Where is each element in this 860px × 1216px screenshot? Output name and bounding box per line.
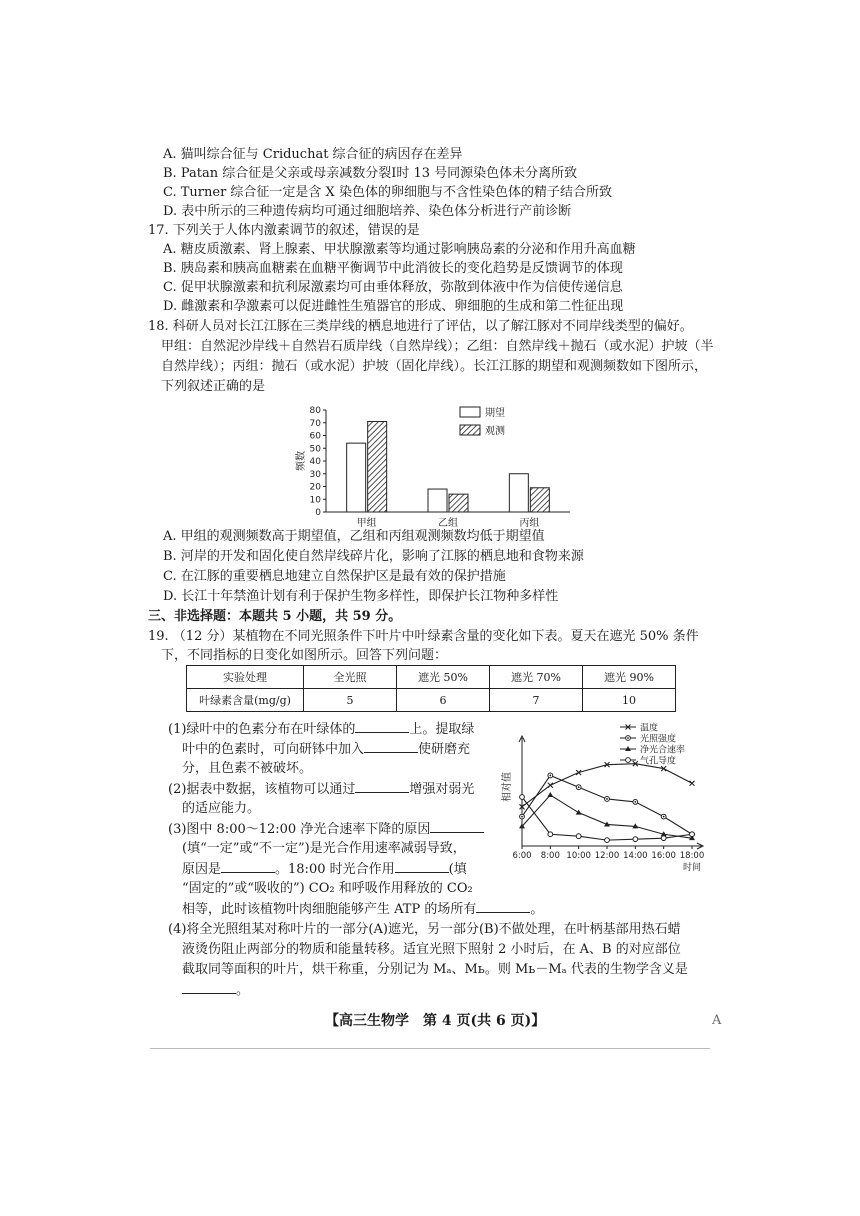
answer-blank — [221, 860, 275, 873]
data-point — [661, 836, 666, 841]
daily-change-line-chart — [500, 718, 720, 890]
table-header-cell: 遮光 50% — [397, 666, 490, 689]
q19-part4-line2: 液烫伤阻止两部分的物质和能量转移。适宜光照下照射 2 小时后，在 A、B 的对应部位 — [182, 942, 681, 957]
data-point — [605, 838, 610, 843]
bar — [449, 494, 468, 512]
q17-option-b: B. 胰岛素和胰高血糖素在血糖平衡调节中此消彼长的变化趋势是反馈调节的体现 — [163, 261, 623, 276]
x-tick-label: 6:00 — [512, 851, 532, 861]
q19-part2-line2: 的适应能力。 — [182, 801, 261, 816]
q16-option-c: C. Turner 综合征一定是含 X 染色体的卵细胞与不含性染色体的精子结合所致 — [163, 185, 612, 200]
bar — [530, 488, 549, 512]
section-heading: 三、非选择题：本题共 5 小题，共 59 分。 — [148, 609, 402, 624]
y-tick-label: 50 — [309, 444, 321, 455]
q19-part3-line1: (3)图中 8:00～12:00 净光合速率下降的原因 — [168, 820, 484, 839]
q17-option-d: D. 雌激素和孕激素可以促进雌性生殖器官的形成、卵细胞的生成和第二性征出现 — [163, 299, 624, 314]
x-tick-label: 乙组 — [438, 518, 458, 529]
y-tick-label: 60 — [309, 431, 321, 442]
q16-option-b: B. Patan 综合征是父亲或母亲减数分裂Ⅰ时 13 号同源染色体未分离所致 — [163, 166, 578, 181]
q18-stem-3: 自然岸线）；丙组：抛石（或水泥）护坡（固化岸线）。长江江豚的期望和观测频数如下图所示， — [161, 359, 708, 374]
data-point — [576, 810, 582, 815]
y-tick-label: 30 — [309, 469, 321, 480]
data-point-center — [606, 798, 608, 800]
data-point-center — [549, 775, 551, 777]
answer-blank — [364, 740, 418, 753]
q18-stem-2: 甲组：自然泥沙岸线＋自然岩石质岸线（自然岸线）；乙组：自然岸线＋抛石（或水泥）护坡（半 — [161, 339, 714, 354]
answer-blank — [182, 981, 236, 994]
data-point — [690, 781, 695, 786]
data-point — [633, 837, 638, 842]
q19-part3-line3: 原因是 。18:00 时光合作用 (填 — [182, 862, 467, 877]
y-tick-label: 80 — [309, 406, 321, 416]
bar — [509, 474, 528, 512]
q19-part3-line5: 相等，此时该植物叶肉细胞能够产生 ATP 的场所有 。 — [182, 902, 544, 917]
legend-swatch — [460, 407, 480, 417]
q19-part3-line2: (填“一定”或“不一定”)是光合作用速率减弱导致， — [182, 841, 466, 856]
table-header-cell: 遮光 70% — [490, 666, 583, 689]
q19-stem-1: 19. （12 分）某植物在不同光照条件下叶片中叶绿素含量的变化如下表。夏天在遮光 50% 条件 — [148, 629, 699, 644]
page-footer: 【高三生物学 第 4 页(共 6 页)】 — [325, 1013, 546, 1029]
answer-blank — [355, 720, 409, 733]
q18-stem-4: 下列叙述正确的是 — [161, 379, 266, 394]
legend-label: 温度 — [640, 723, 659, 734]
answer-blank — [476, 900, 530, 913]
q16-option-a: A. 猫叫综合征与 Criduchat 综合征的病因存在差异 — [163, 147, 463, 162]
q19-stem-2: 下，不同指标的日变化如图所示。回答下列问题： — [161, 648, 448, 663]
data-point — [576, 834, 581, 839]
legend-label: 光照强度 — [640, 734, 677, 745]
q18-option-b: B. 河岸的开发和固化使自然岸线碎片化，影响了江豚的栖息地和食物来源 — [163, 549, 584, 564]
table-header-row — [187, 666, 676, 689]
q19-part1-line1: (1)绿叶中的色素分布在叶绿体的 上。提取绿 — [168, 722, 475, 737]
y-axis-label: 相对值 — [502, 772, 513, 802]
legend-label: 气孔导度 — [640, 756, 677, 767]
x-tick-label: 14:00 — [623, 851, 648, 861]
y-axis-label: 频数 — [296, 451, 307, 471]
y-tick-label: 10 — [309, 495, 321, 506]
x-tick-label: 16:00 — [651, 851, 676, 861]
x-tick-label: 丙组 — [519, 518, 540, 529]
table-row-label: 叶绿素含量(mg/g) — [187, 689, 304, 712]
x-tick-label: 甲组 — [356, 518, 377, 529]
table-cell: 6 — [397, 689, 490, 712]
legend-swatch — [460, 425, 480, 435]
q19-part1-line2: 叶中的色素时，可向研钵中加入 使研磨充 — [182, 742, 471, 757]
x-tick-label: 8:00 — [540, 851, 560, 861]
answer-blank — [395, 860, 449, 873]
bar — [368, 421, 387, 512]
q17-stem: 17. 下列关于人体内激素调节的叙述，错误的是 — [148, 223, 420, 238]
bar — [347, 443, 366, 512]
answer-blank — [355, 780, 409, 793]
q16-option-d: D. 表中所示的三种遗传病均可通过细胞培养、染色体分析进行产前诊断 — [163, 204, 572, 219]
data-point-center — [521, 816, 523, 818]
x-tick-label: 18:00 — [679, 851, 705, 861]
x-tick-label: 12:00 — [594, 851, 620, 861]
q18-option-d: D. 长江十年禁渔计划有利于保护生物多样性，即保护长江物种多样性 — [163, 589, 559, 604]
y-tick-label: 70 — [309, 418, 321, 429]
legend-label: 期望 — [485, 408, 505, 419]
data-point — [547, 792, 553, 797]
data-point-center — [627, 737, 629, 739]
bar — [428, 489, 447, 512]
table-row — [187, 689, 676, 712]
data-point-center — [663, 816, 665, 818]
q19-part2-line1: (2)据表中数据，该植物可以通过 增强对弱光 — [168, 782, 475, 797]
q19-part4-line4: 。 — [182, 981, 249, 1000]
y-tick-label: 0 — [315, 508, 321, 518]
habitat-frequency-bar-chart — [290, 402, 580, 532]
q17-option-a: A. 糖皮质激素、肾上腺素、甲状腺激素等均通过影响胰岛素的分泌和作用升高血糖 — [163, 242, 636, 257]
answer-blank — [430, 820, 484, 833]
legend-label: 净光合速率 — [640, 745, 686, 756]
q19-part4-line3: 截取同等面积的叶片，烘干称重，分别记为 Mₐ、Mь。则 Mь－Mₐ 代表的生物学含义是 — [182, 962, 688, 977]
paper-version-mark: A — [712, 1013, 722, 1028]
y-tick-label: 20 — [309, 482, 321, 493]
legend-label: 观测 — [485, 426, 505, 437]
table-cell: 5 — [304, 689, 397, 712]
y-tick-label: 40 — [309, 457, 321, 467]
chlorophyll-table — [186, 665, 676, 712]
table-header-cell: 全光照 — [304, 666, 397, 689]
table-cell: 7 — [490, 689, 583, 712]
data-point — [520, 795, 525, 800]
table-header-cell: 遮光 90% — [583, 666, 676, 689]
q19-part1-line3: 分，且色素不被破坏。 — [182, 761, 313, 776]
q18-option-a: A. 甲组的观测频数高于期望值，乙组和丙组观测频数均低于期望值 — [163, 529, 545, 544]
data-point — [548, 832, 553, 837]
q17-option-c: C. 促甲状腺激素和抗利尿激素均可由垂体释放，弥散到体液中作为信使传递信息 — [163, 280, 623, 295]
data-point-center — [634, 801, 636, 803]
x-axis-label: 时间 — [682, 863, 702, 873]
data-point — [626, 758, 631, 763]
data-point-center — [578, 786, 580, 788]
data-point — [548, 783, 553, 788]
table-header-cell: 实验处理 — [187, 666, 304, 689]
q19-part3-line4: “固定的”或“吸收的”) CO₂ 和呼吸作用释放的 CO₂ — [182, 881, 473, 896]
data-point — [690, 832, 695, 837]
page-divider — [150, 1048, 710, 1049]
q18-stem-1: 18. 科研人员对长江江豚在三类岸线的栖息地进行了评估，以了解江豚对不同岸线类型的偏好。 — [148, 319, 693, 334]
x-tick-label: 10:00 — [566, 851, 591, 861]
q18-option-c: C. 在江豚的重要栖息地建立自然保护区是最有效的保护措施 — [163, 569, 506, 584]
q19-part4-line1: (4)将全光照组某对称叶片的一部分(A)遮光，另一部分(B)不做处理，在叶柄基部用热石蜡 — [168, 922, 681, 937]
table-cell: 10 — [583, 689, 676, 712]
